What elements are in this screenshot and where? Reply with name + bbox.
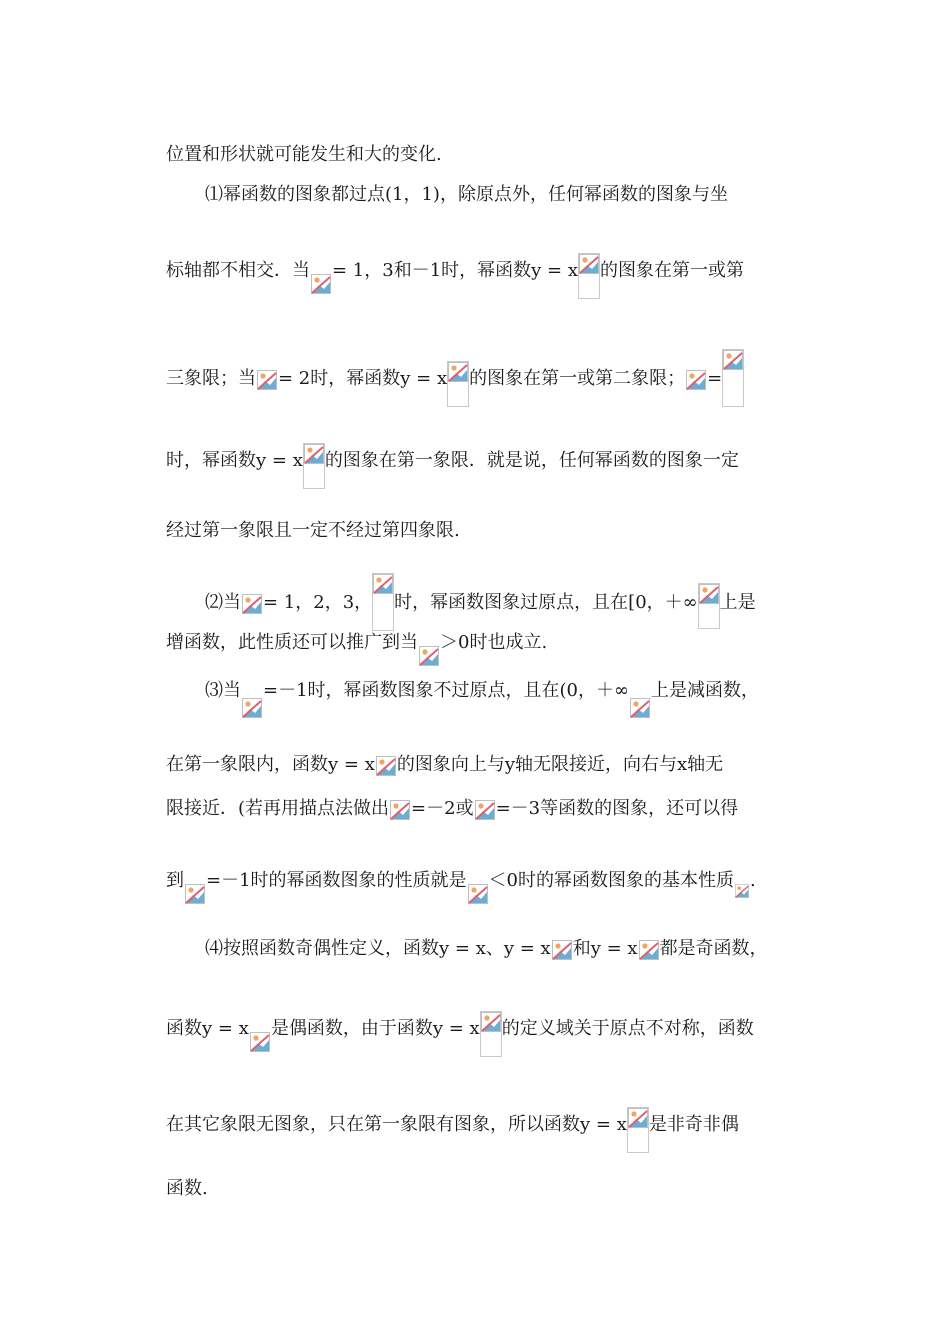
text-line [205,574,756,630]
text-span: =－2或 [411,798,474,819]
broken-image-icon [257,370,277,392]
text-span: ⑶当 [205,680,241,701]
text-span: 的定义域关于原点不对称，函数 [501,1018,754,1039]
text-span: ＜0时的幂函数图象的基本性质 [488,870,734,891]
text-line [205,184,728,206]
text-span: 增函数，此性质还可以推广到当 [166,632,418,653]
text-line [166,1178,208,1200]
broken-image-icon [630,678,650,722]
text-span: 和y = x [572,938,638,959]
broken-image-icon [481,1012,501,1056]
text-span: 时，幂函数图象过原点，且在[0，＋∞ [394,592,698,613]
text-span: 的图象在第一或第 [600,260,745,281]
text-span: 到 [166,870,184,891]
text-span: 都是奇函数， [659,938,768,959]
text-span: 经过第一象限且一定不经过第四象限. [166,520,460,541]
text-span: 在第一象限内，函数y = x [166,754,375,775]
broken-image-icon [735,884,749,906]
text-span: ⑷按照函数奇偶性定义，函数y = x、y = x [205,938,551,959]
text-line [205,678,759,722]
text-span: = [707,368,723,389]
text-line [166,754,723,778]
text-span: 在其它象限无图象，只在第一象限有图象，所以函数y = x [166,1114,627,1135]
broken-image-icon [311,274,331,296]
broken-image-icon [242,594,262,616]
broken-image-icon [242,678,262,722]
text-span: 的图象在第一象限．就是说，任何幂函数的图象一定 [324,450,739,471]
broken-image-icon [250,1032,270,1054]
broken-image-icon [475,800,495,822]
text-line [166,1012,754,1056]
text-line [166,798,738,822]
text-span: =－1时的幂函数图象的性质就是 [206,870,467,891]
broken-image-icon [419,646,439,668]
broken-image-icon [686,370,706,392]
text-span: 时，幂函数y = x [166,450,303,471]
text-span: 位置和形状就可能发生和大的变化. [166,144,442,165]
text-line [166,444,739,488]
text-span: = 1，2，3， [263,592,373,613]
text-span: =－1时，幂函数图象不过原点，且在(0，＋∞ [263,680,630,701]
broken-image-icon [468,884,488,906]
text-span: = 2时，幂函数y = x [278,368,448,389]
text-span: 上是 [719,592,756,613]
text-span: 标轴都不相交．当 [166,260,310,281]
broken-image-icon [639,940,659,962]
broken-image-icon [376,756,396,778]
text-line [166,144,442,166]
text-line [166,1108,739,1152]
text-span: 函数y = x [166,1018,249,1039]
text-line [166,362,744,406]
text-span: ⑴幂函数的图象都过点(1，1)，除原点外，任何幂函数的图象与坐 [205,184,728,205]
text-span: ＞0时也成立. [440,632,548,653]
broken-image-icon [552,940,572,962]
broken-image-icon [628,1108,648,1152]
text-line [166,520,460,542]
text-span: 的图象在第一或第二象限； [469,368,686,389]
broken-image-icon [185,884,205,906]
broken-image-icon [723,350,743,406]
text-line [166,254,744,298]
broken-image-icon [579,254,599,298]
text-span: =－3等函数的图象，还可以得 [495,798,739,819]
text-span: 限接近．(若再用描点法做出 [166,798,390,819]
text-line [166,632,547,668]
broken-image-icon [373,574,393,630]
broken-image-icon [304,444,324,488]
text-span: 是偶函数，由于函数y = x [270,1018,480,1039]
broken-image-icon [448,362,468,406]
text-line [166,870,756,906]
text-span: . [750,870,756,891]
broken-image-icon [699,584,719,628]
text-span: 上是减函数， [651,680,760,701]
text-span: 函数. [166,1178,208,1199]
broken-image-icon [390,800,410,822]
text-span: = 1，3和－1时，幂函数y = x [332,260,579,281]
text-span: ⑵当 [205,592,241,613]
text-span: 是非奇非偶 [648,1114,739,1135]
text-span: 的图象向上与y轴无限接近，向右与x轴无 [396,754,724,775]
text-line [205,938,768,962]
text-span: 三象限；当 [166,368,256,389]
